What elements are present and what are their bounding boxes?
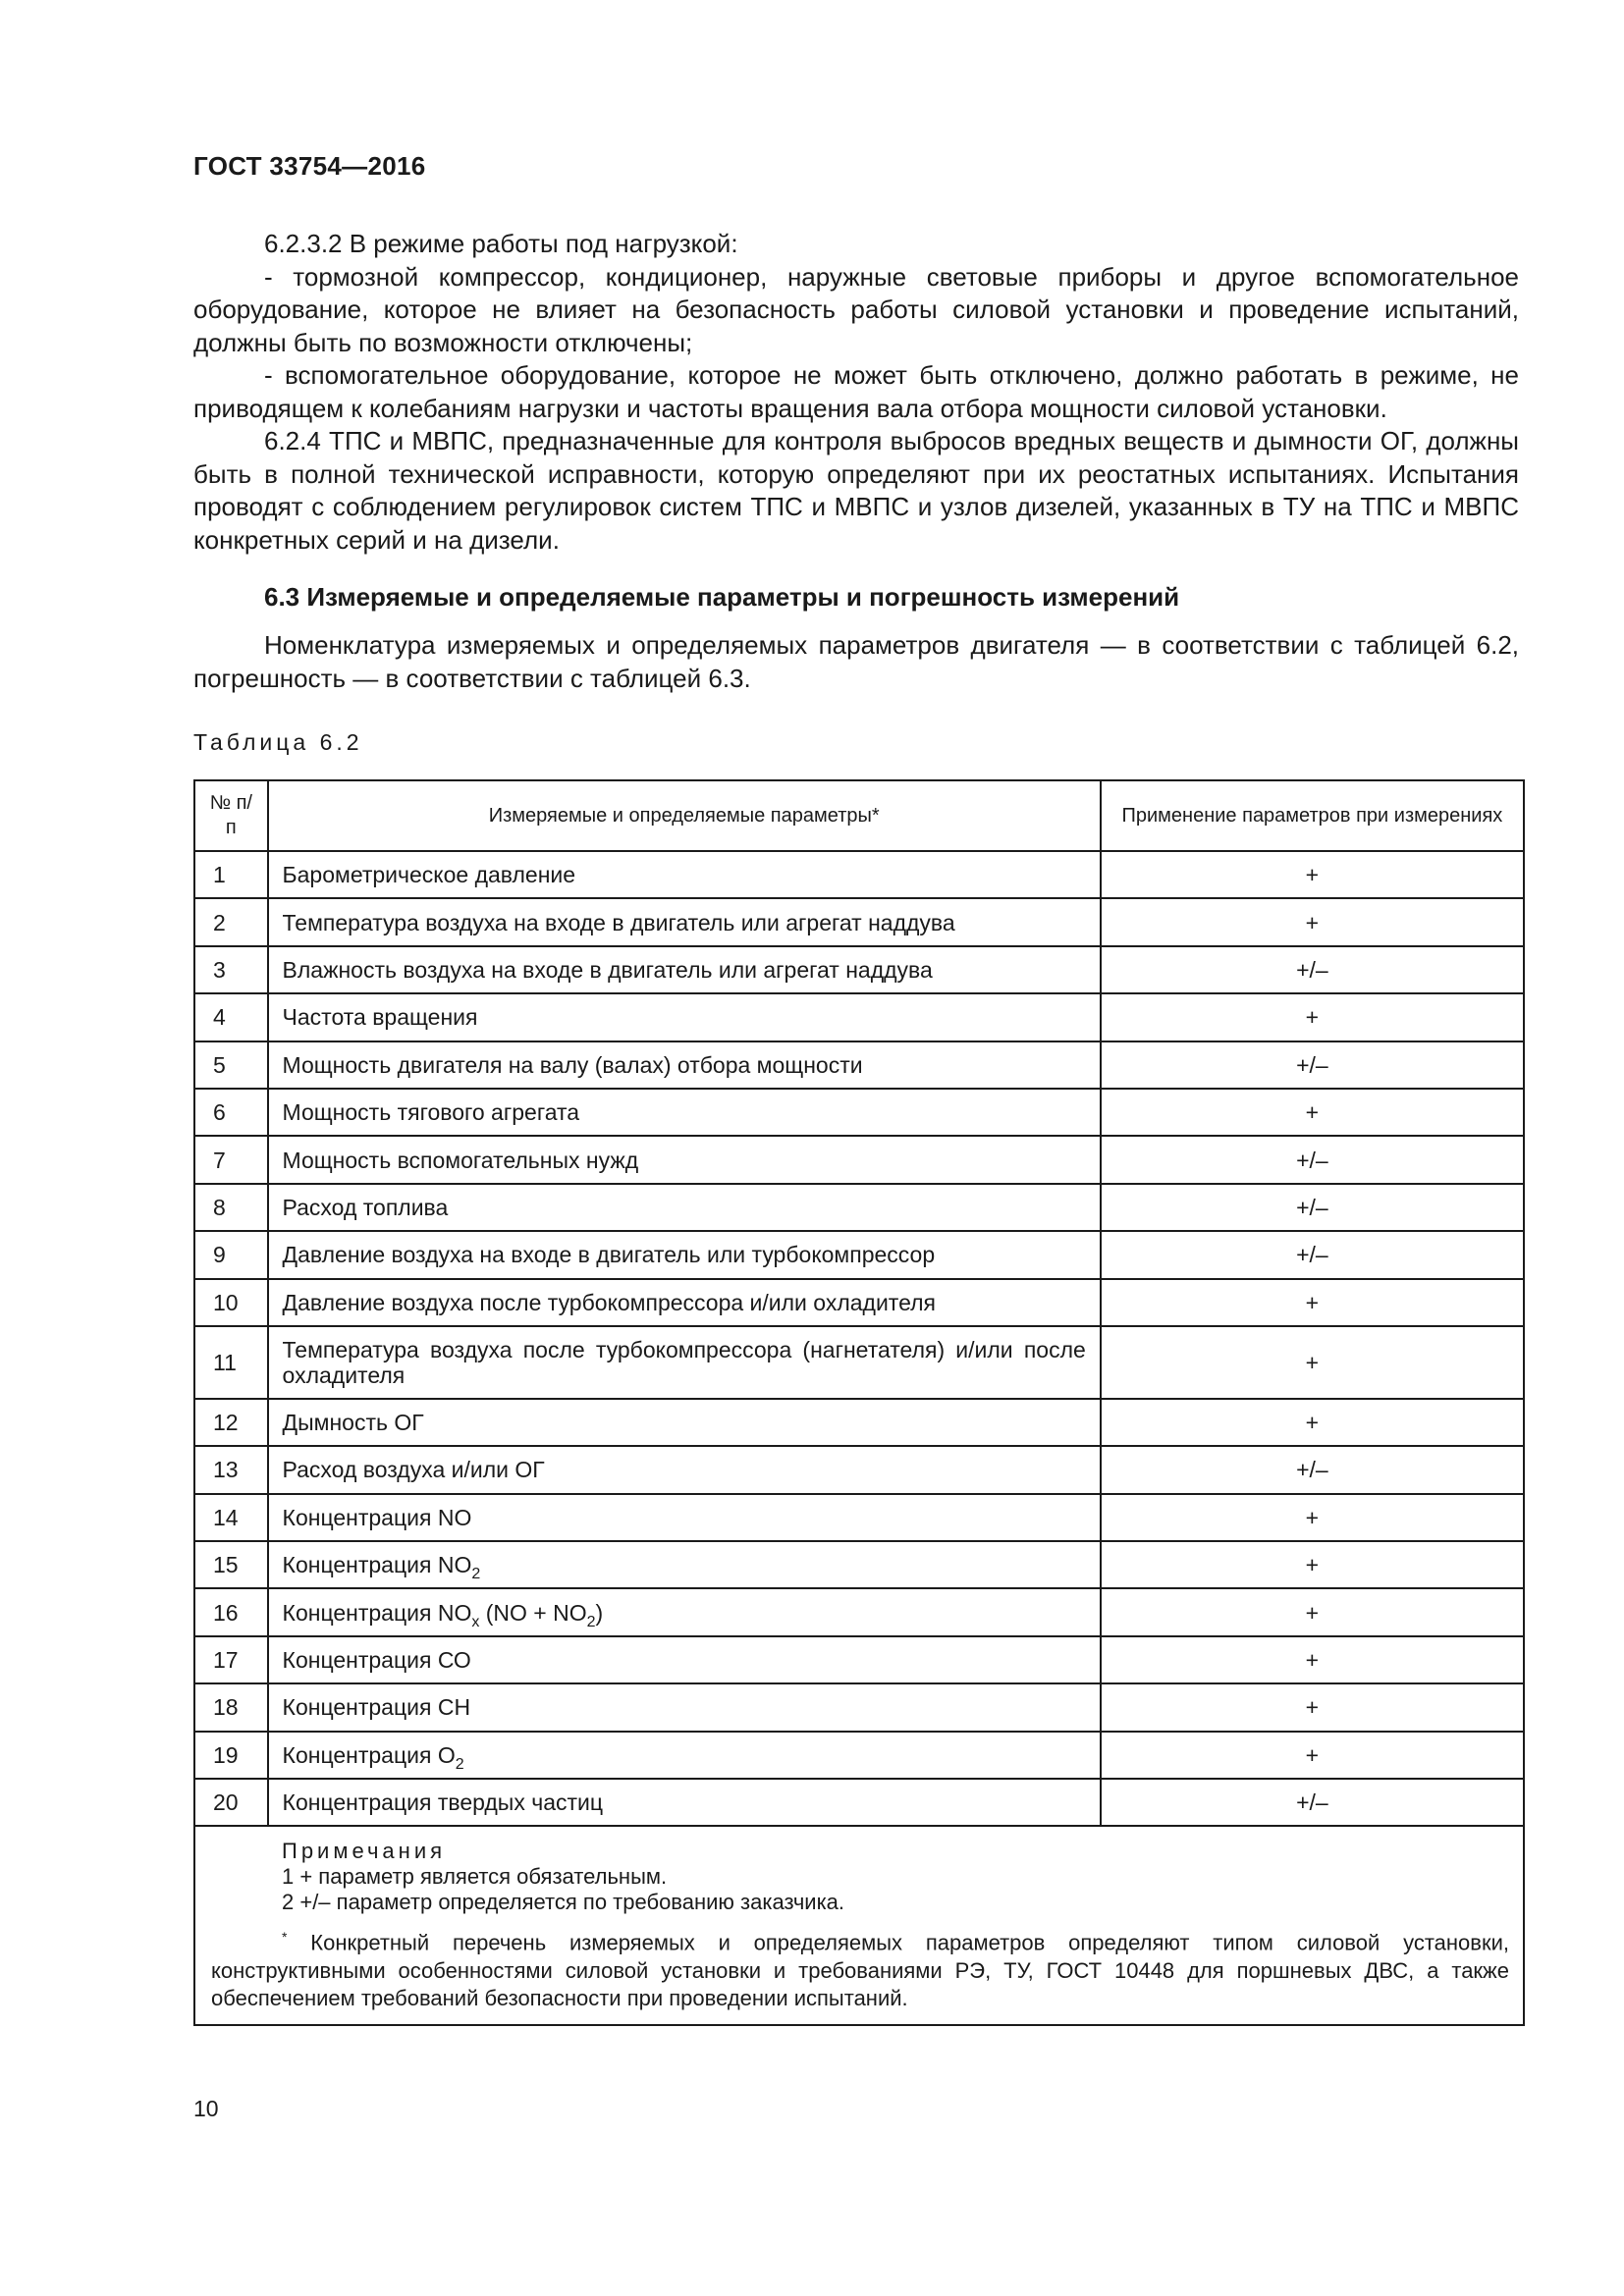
param-subscript-2: 2 <box>586 1613 596 1630</box>
row-num: 11 <box>194 1326 268 1399</box>
document-id-header: ГОСТ 33754—2016 <box>193 151 426 181</box>
row-num: 9 <box>194 1231 268 1278</box>
param-text: Концентрация О <box>282 1741 456 1768</box>
row-param: Концентрация СН <box>268 1683 1101 1731</box>
row-usage: + <box>1101 1279 1524 1326</box>
row-num: 7 <box>194 1136 268 1183</box>
row-num: 17 <box>194 1636 268 1683</box>
row-param: Температура воздуха после турбокомпрессора (нагнетателя) и/или после охладителя <box>268 1326 1101 1399</box>
table-row <box>194 946 1524 993</box>
table-row <box>194 1089 1524 1136</box>
row-usage: + <box>1101 851 1524 898</box>
header-usage: Применение параметров при измерениях <box>1101 780 1524 851</box>
parameters-table <box>193 779 1525 2026</box>
notes-title: Примечания <box>282 1839 447 1864</box>
param-subscript: 2 <box>471 1566 481 1583</box>
row-usage: + <box>1101 1089 1524 1136</box>
row-usage: +/– <box>1101 946 1524 993</box>
row-num: 1 <box>194 851 268 898</box>
row-usage: + <box>1101 1326 1524 1399</box>
row-usage: + <box>1101 993 1524 1041</box>
row-usage: +/– <box>1101 1231 1524 1278</box>
row-param: Дымность ОГ <box>268 1399 1101 1446</box>
table-row <box>194 1446 1524 1493</box>
row-usage: + <box>1101 898 1524 945</box>
row-usage: +/– <box>1101 1184 1524 1231</box>
row-usage: + <box>1101 1541 1524 1588</box>
table-row <box>194 898 1524 945</box>
row-num: 20 <box>194 1779 268 1826</box>
footnote-mark: * <box>282 1929 288 1946</box>
row-usage: + <box>1101 1399 1524 1446</box>
table-row <box>194 1636 1524 1683</box>
row-param: Мощность двигателя на валу (валах) отбора мощности <box>268 1041 1101 1089</box>
row-usage: + <box>1101 1494 1524 1541</box>
row-param <box>268 1541 1101 1588</box>
body-text-block <box>193 228 1519 557</box>
row-usage: + <box>1101 1636 1524 1683</box>
param-text: Концентрация NO <box>282 1599 472 1626</box>
page-number: 10 <box>193 2096 219 2121</box>
row-param: Мощность тягового агрегата <box>268 1089 1101 1136</box>
row-param: Давление воздуха после турбокомпрессора и/или охладителя <box>268 1279 1101 1326</box>
row-num: 6 <box>194 1089 268 1136</box>
row-param: Мощность вспомогательных нужд <box>268 1136 1101 1183</box>
row-param: Расход топлива <box>268 1184 1101 1231</box>
param-text-post: ) <box>595 1599 604 1626</box>
row-param: Концентрация NO <box>268 1494 1101 1541</box>
table-row <box>194 1184 1524 1231</box>
note-2: 2 +/– параметр определяется по требованию заказчика. <box>282 1890 845 1915</box>
paragraph-aux-equipment: - вспомогательное оборудование, которое не может быть отключено, должно работать в режиме, не приводящем к колебаниям нагрузки и частоты вращения вала отбора мощности силовой установки. <box>193 360 1519 423</box>
row-num: 4 <box>194 993 268 1041</box>
param-subscript: x <box>471 1613 480 1630</box>
table-footnote <box>211 1923 1509 2011</box>
table-row <box>194 1326 1524 1399</box>
paragraph-6-2-4: 6.2.4 ТПС и МВПС, предназначенные для контроля выбросов вредных веществ и дымности ОГ, должны быть в полной технической исправности, которую определяют при их реостатных испытаниях. Испытания проводят с соблюдением регулировок систем ТПС и МВПС и узлов дизелей, указанных в ТУ на ТПС и МВПС конкретных серий и на дизели. <box>193 426 1519 555</box>
table-row <box>194 1494 1524 1541</box>
row-num: 14 <box>194 1494 268 1541</box>
row-usage: +/– <box>1101 1136 1524 1183</box>
note-1: 1 + параметр является обязательным. <box>282 1864 668 1890</box>
table-row <box>194 1279 1524 1326</box>
param-text: Концентрация NO <box>282 1552 472 1578</box>
table-notes <box>194 1826 1524 2024</box>
param-subscript: 2 <box>455 1755 464 1773</box>
row-num: 19 <box>194 1732 268 1779</box>
table-row <box>194 1041 1524 1089</box>
table-row <box>194 1588 1524 1635</box>
row-param: Расход воздуха и/или ОГ <box>268 1446 1101 1493</box>
table-row <box>194 1136 1524 1183</box>
row-usage: + <box>1101 1732 1524 1779</box>
table-row <box>194 1779 1524 1826</box>
table-row <box>194 993 1524 1041</box>
paragraph-nomenclature: Номенклатура измеряемых и определяемых параметров двигателя — в соответствии с таблицей 6.2, погрешность — в соответствии с таблицей 6.3. <box>193 630 1519 693</box>
table-row <box>194 1683 1524 1731</box>
row-usage: + <box>1101 1683 1524 1731</box>
row-num: 18 <box>194 1683 268 1731</box>
row-num: 8 <box>194 1184 268 1231</box>
table-row <box>194 1231 1524 1278</box>
row-num: 13 <box>194 1446 268 1493</box>
table-body <box>194 851 1524 2025</box>
section-heading-6-3: 6.3 Измеряемые и определяемые параметры и погрешность измерений <box>264 582 1180 612</box>
paragraph-brake-compressor: - тормозной компрессор, кондиционер, наружные световые приборы и другое вспомогательное оборудование, которое не влияет на безопасность работы силовой установки и проведение испытаний, должны быть по возможности отключены; <box>193 261 1519 357</box>
row-param: Концентрация СО <box>268 1636 1101 1683</box>
footnote-text: Конкретный перечень измеряемых и определяемых параметров определяют типом силовой установки, конструктивными особенностями силовой установки и требованиями РЭ, ТУ, ГОСТ 10448 для поршневых ДВС, а также обеспечением требований безопасности при проведении испытаний. <box>211 1930 1509 2010</box>
row-param: Частота вращения <box>268 993 1101 1041</box>
row-num: 10 <box>194 1279 268 1326</box>
table-notes-row <box>194 1826 1524 2024</box>
table-row <box>194 1399 1524 1446</box>
row-param <box>268 1588 1101 1635</box>
row-num: 2 <box>194 898 268 945</box>
row-param <box>268 1732 1101 1779</box>
table-row <box>194 851 1524 898</box>
table-caption: Таблица 6.2 <box>193 729 363 755</box>
row-usage: +/– <box>1101 1779 1524 1826</box>
row-num: 5 <box>194 1041 268 1089</box>
row-param: Концентрация твердых частиц <box>268 1779 1101 1826</box>
row-usage: +/– <box>1101 1041 1524 1089</box>
table-header-row <box>194 780 1524 851</box>
row-param: Давление воздуха на входе в двигатель или турбокомпрессор <box>268 1231 1101 1278</box>
row-usage: +/– <box>1101 1446 1524 1493</box>
row-param: Влажность воздуха на входе в двигатель или агрегат наддува <box>268 946 1101 993</box>
table-row <box>194 1732 1524 1779</box>
header-param: Измеряемые и определяемые параметры* <box>268 780 1101 851</box>
table-row <box>194 1541 1524 1588</box>
row-usage: + <box>1101 1588 1524 1635</box>
row-param: Барометрическое давление <box>268 851 1101 898</box>
row-num: 3 <box>194 946 268 993</box>
row-param: Температура воздуха на входе в двигатель или агрегат наддува <box>268 898 1101 945</box>
body-text-nomenclature <box>193 629 1519 695</box>
param-text-mid: (NO + NO <box>479 1599 587 1626</box>
paragraph-6-2-3-2: 6.2.3.2 В режиме работы под нагрузкой: <box>264 229 738 258</box>
header-num: № п/п <box>194 780 268 851</box>
row-num: 16 <box>194 1588 268 1635</box>
row-num: 12 <box>194 1399 268 1446</box>
row-num: 15 <box>194 1541 268 1588</box>
